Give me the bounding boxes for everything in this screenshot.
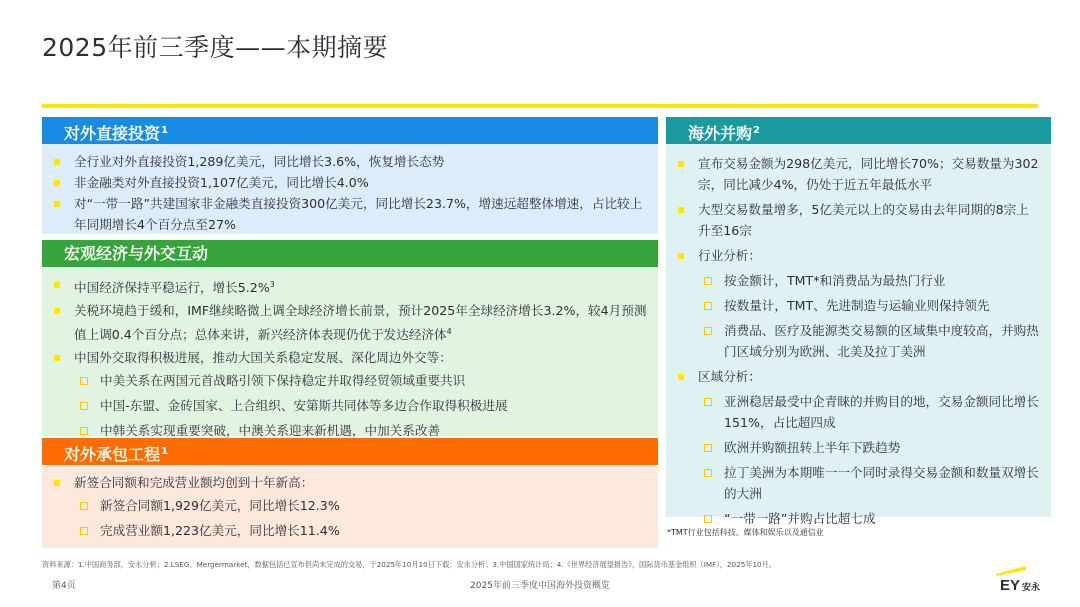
ma-region-item: “一带一路”并购占比超七成 (674, 508, 1041, 529)
macro-item (50, 274, 648, 298)
fdi-item: 对“一带一路”共建国家非金融类直接投资300亿美元，同比增长23.7%，增速远超整体增速，占比较上年同期增长4个百分点至27% (50, 193, 648, 235)
ey-logo (990, 564, 1050, 592)
tmt-footnote: *TMT行业包括科技、媒体和娱乐以及通信业 (667, 528, 824, 537)
fdi-heading (42, 117, 658, 144)
ey-logo-cn-text: 安永 (1022, 583, 1041, 592)
yellow-rule (42, 104, 1038, 108)
contract-panel (42, 438, 658, 548)
macro-sub-item: 中美关系在两国元首战略引领下保持稳定并取得经贸领域重要共识 (50, 370, 648, 391)
ma-industry-item: 消费品、医疗及能源类交易额的区域集中度较高，并购热门区域分别为欧洲、北美及拉丁美洲 (674, 320, 1041, 362)
ma-industry-item: 按金额计，TMT*和消费品为最热门行业 (674, 270, 1041, 291)
macro-item-note: 4 (446, 327, 452, 336)
ma-item: 行业分析： (674, 245, 1041, 266)
contract-sub-item: 完成营业额1,223亿美元，同比增长11.4% (50, 520, 648, 541)
fdi-heading-note: 1 (161, 125, 168, 136)
ma-item: 区域分析： (674, 366, 1041, 387)
fdi-panel (42, 117, 658, 234)
sources-note: 资料来源：1.中国商务部，安永分析；2.LSEG、Mergermarket，数据包括已宣布但尚未完成的交易，于2025年10月10日下载；安永分析；3.中国国家统计局；4.《世界经济展望报告》，国际货币基金组织（IMF），2025年10月。 (42, 560, 776, 569)
page-number: 第4页 (52, 581, 76, 591)
contract-heading-note: 1 (161, 446, 168, 457)
macro-item-text: 中国经济保持平稳运行，增长5.2% (74, 280, 270, 295)
ma-region-item: 亚洲稳居最受中企青睐的并购目的地，交易金额同比增长151%，占比超四成 (674, 391, 1041, 433)
macro-item-note: 3 (269, 280, 275, 289)
macro-item: 中国外交取得积极进展，推动大国关系稳定发展、深化周边外交等： (50, 347, 648, 368)
ma-item: 宣布交易金额为298亿美元，同比增长70%；交易数量为302宗，同比减少4%，仍处于近五年最低水平 (674, 153, 1041, 195)
contract-heading (42, 438, 658, 465)
ma-heading-note: 2 (753, 125, 760, 136)
macro-sub-item: 中韩关系实现重要突破，中澳关系迎来新机遇，中加关系改善 (50, 420, 648, 441)
fdi-item: 非金融类对外直接投资1,107亿美元，同比增长4.0% (50, 172, 648, 193)
ma-industry-item: 按数量计，TMT、先进制造与运输业则保持领先 (674, 295, 1041, 316)
contract-item: 新签合同额和完成营业额均创到十年新高： (50, 472, 648, 493)
ma-heading-text: 海外并购 (688, 124, 753, 143)
macro-item-text: 关税环境趋于缓和，IMF继续略微上调全球经济增长前景，预计2025年全球经济增长3.2%，较4月预测值上调0.4个百分点；总体来讲，新兴经济体表现仍优于发达经济体 (74, 303, 647, 342)
macro-panel (42, 240, 658, 436)
fdi-heading-text: 对外直接投资 (64, 124, 161, 143)
ma-region-item: 拉丁美洲为本期唯一一个同时录得交易金额和数量双增长的大洲 (674, 462, 1041, 504)
ma-panel (666, 117, 1051, 526)
fdi-item: 全行业对外直接投资1,289亿美元，同比增长3.6%，恢复增长态势 (50, 151, 648, 172)
ma-heading (666, 117, 1051, 144)
macro-heading: 宏观经济与外交互动 (42, 240, 658, 267)
ma-item: 大型交易数量增多，5亿美元以上的交易由去年同期的8宗上升至16宗 (674, 199, 1041, 241)
ma-region-item: 欧洲并购额扭转上半年下跌趋势 (674, 437, 1041, 458)
document-title: 2025年前三季度中国海外投资概览 (470, 581, 610, 591)
ey-logo-text: EY (1000, 577, 1021, 592)
macro-item (50, 300, 648, 345)
contract-sub-item: 新签合同额1,929亿美元，同比增长12.3% (50, 495, 648, 516)
contract-heading-text: 对外承包工程 (64, 445, 161, 464)
page-title: 2025年前三季度——本期摘要 (42, 33, 389, 62)
macro-sub-item: 中国-东盟、金砖国家、上合组织、安第斯共同体等多边合作取得积极进展 (50, 395, 648, 416)
